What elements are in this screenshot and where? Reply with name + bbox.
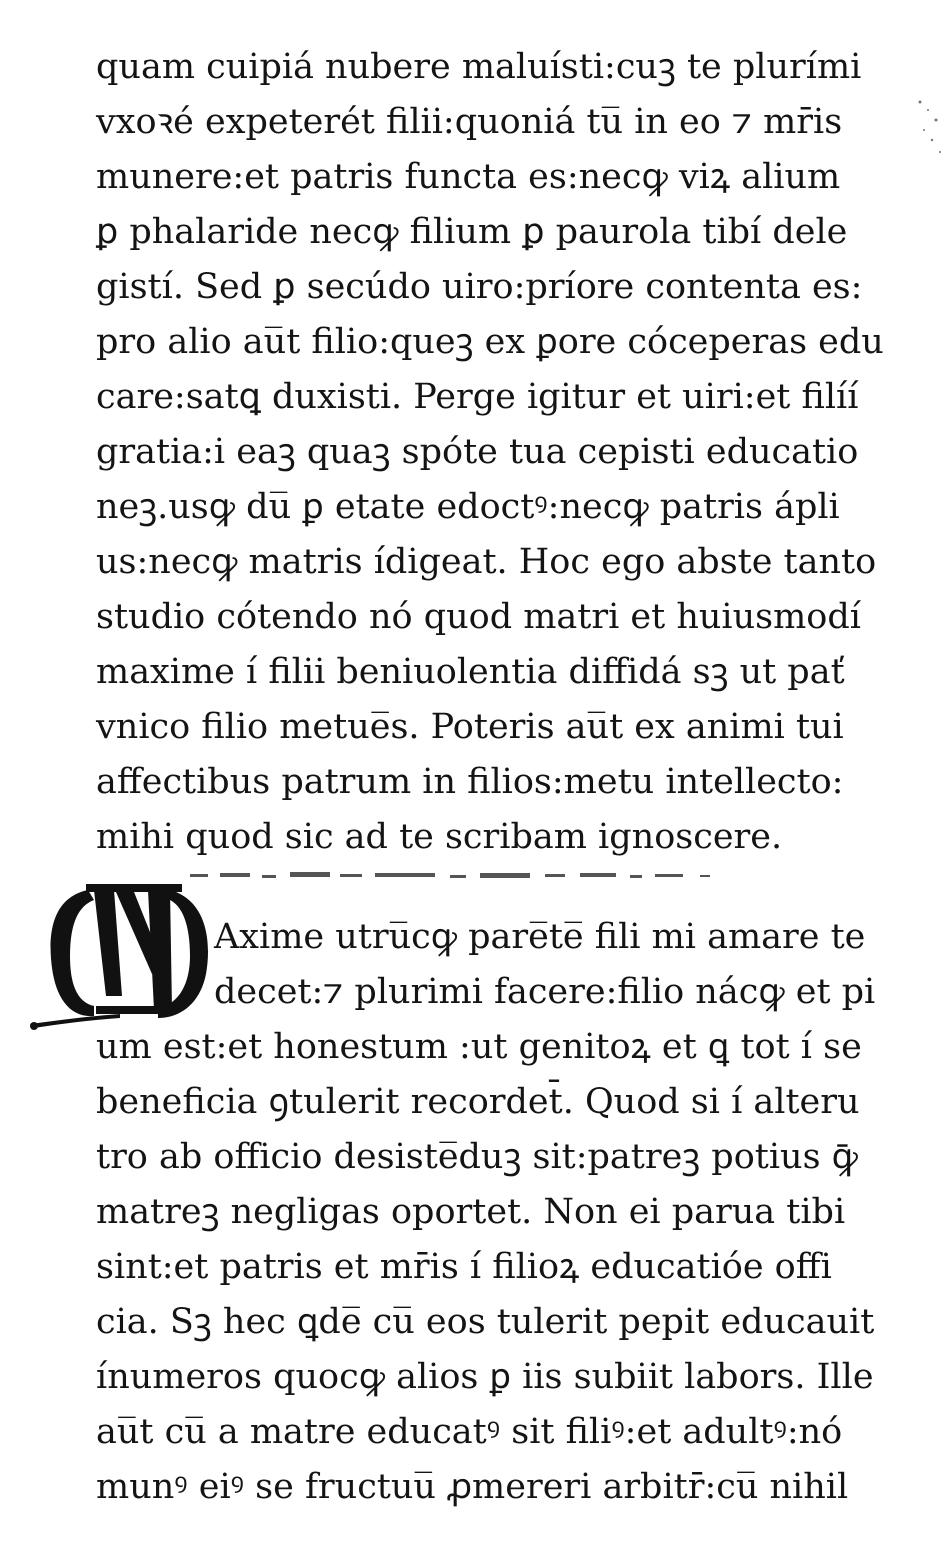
text-line: munꝰ eiꝰ se fructuu̅ ꝓmereri arbitr̄:cu̅ nihil — [96, 1467, 849, 1507]
text-line: decet:⁊ plurimi facere:filio nácꝙ et pi — [214, 972, 876, 1012]
paragraph-1 — [96, 40, 926, 865]
text-line: quam cuipiá nubere maluísti:cuꝫ te plurími — [96, 47, 862, 87]
text-line: cia. Sꝫ hec ꝗde̅ cu̅ eos tulerit pepit educauit — [96, 1302, 875, 1342]
text-line: vnico filio metue̅s. Poteris au̅t ex animi tui — [96, 707, 844, 747]
text-line: Axime utru̅cꝙ pare̅te̅ fili mi amare te — [214, 917, 866, 957]
text-line: mihi quod sic ad te scribam ignoscere. — [96, 817, 783, 857]
text-line: beneficia ꝯtulerit recordet̄. Quod si í alteru — [96, 1082, 860, 1122]
text-line: tro ab officio desiste̅duꝫ sit:patreꝫ potius ꝙ̄ — [96, 1137, 858, 1177]
text-line: maxime í filii beniuolentia diffidá sꝫ ut pať — [96, 652, 845, 692]
scan-speckle — [910, 90, 950, 180]
text-line: ínumeros quocꝙ alios ꝑ iis subiit labors. Ille — [96, 1357, 874, 1397]
text-line: studio cótendo nó quod matri et huiusmodí — [96, 597, 861, 637]
text-line: pro alio au̅t filio:queꝫ ex ꝑore cóceperas edu — [96, 322, 884, 362]
text-line: au̅t cu̅ a matre educatꝰ sit filiꝰ:et adultꝰ:nó — [96, 1412, 843, 1452]
text-line: ꝑ phalaride necꝙ filium ꝑ paurola tibí dele — [96, 212, 848, 252]
ink-smudge — [180, 865, 780, 887]
text-line: gistí. Sed ꝑ secúdo uiro:príore contenta es: — [96, 267, 863, 307]
text-line: us:necꝙ matris ídigeat. Hoc ego abste tanto — [96, 542, 877, 582]
text-line: matreꝫ negligas oportet. Non ei parua tibi — [96, 1192, 846, 1232]
text-line: neꝫ.usꝙ du̅ ꝑ etate edoctꝰ:necꝙ patris ápli — [96, 487, 840, 527]
text-line: um est:et honestum :ut genitoꝝ et ꝗ tot í se — [96, 1027, 862, 1067]
text-line: munere:et patris functa es:necꝙ viꝝ alium — [96, 157, 841, 197]
text-line: vxoꝛé expeterét filii:quoniá tu̅ in eo ⁊ mr̄is — [96, 102, 843, 142]
paragraph-2 — [96, 910, 926, 1515]
text-line: affectibus patrum in filios:metu intellecto: — [96, 762, 844, 802]
text-line: gratia:i eaꝫ quaꝫ spóte tua cepisti educatio — [96, 432, 859, 472]
text-line: sint:et patris et mr̄is í filioꝝ educatióe offi — [96, 1247, 832, 1287]
text-line: care:satꝗ duxisti. Perge igitur et uiri:et filíí — [96, 377, 859, 417]
